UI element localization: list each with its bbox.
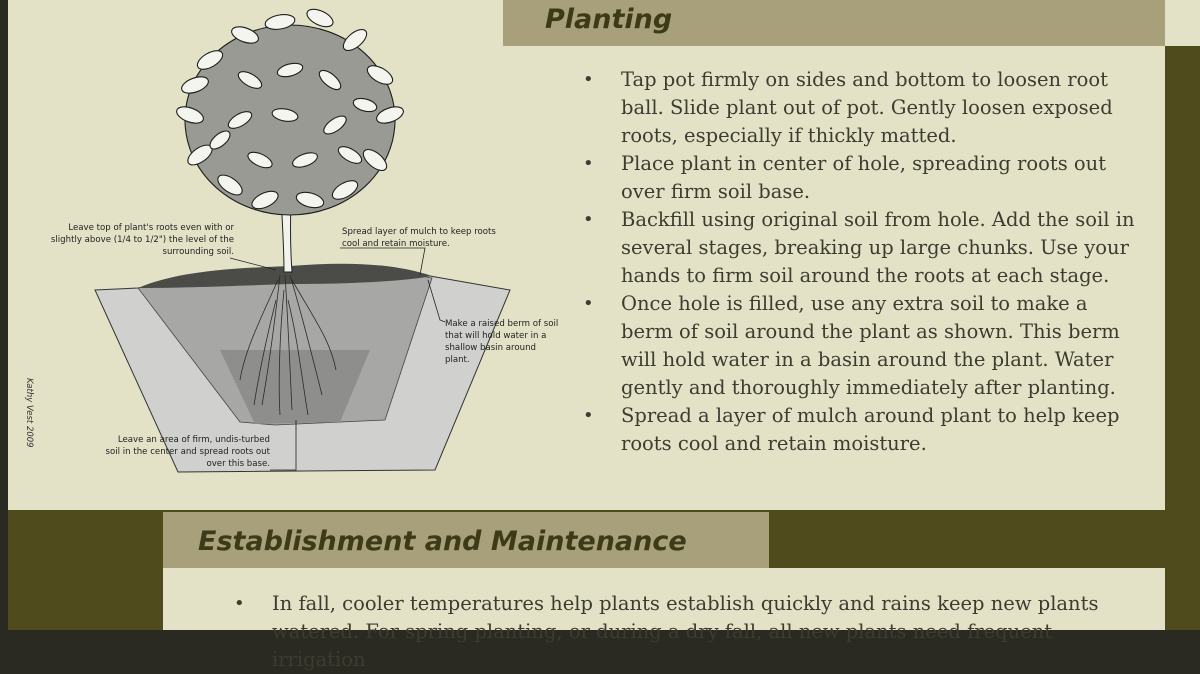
list-item (583, 150, 1143, 206)
planting-step-text: Backfill using original soil from hole. Add the soil in several stages, breaking up large chunks. Use your hands to firm soil around the roots at each stage. (621, 208, 1135, 287)
bullet-icon: • (583, 153, 594, 174)
planting-step-text: Place plant in center of hole, spreading roots out over firm soil base. (621, 152, 1107, 203)
bullet-icon: • (583, 209, 594, 230)
maintenance-steps-list (234, 590, 1144, 674)
planting-heading: Planting (503, 0, 1165, 46)
label-mulch: Spread layer of mulch to keep roots cool and retain moisture. (342, 227, 496, 249)
list-item (583, 290, 1143, 402)
bullet-icon: • (583, 405, 594, 426)
list-item (583, 66, 1143, 150)
list-item (583, 402, 1143, 458)
planting-steps-list (583, 66, 1143, 458)
label-berm: Make a raised berm of soil that will hold water in a shallow basin around plant. (445, 319, 559, 365)
bullet-icon: • (583, 69, 594, 90)
planting-step-text: Tap pot firmly on sides and bottom to loosen root ball. Slide plant out of pot. Gently loosen exposed roots, especially if thickly matted. (621, 68, 1113, 147)
label-roots-level: Leave top of plant's roots even with or slightly above (1/4 to 1/2") the level of the surrounding soil. (50, 223, 234, 257)
planting-step-text: Spread a layer of mulch around plant to help keep roots cool and retain moisture. (621, 404, 1120, 455)
bullet-icon: • (234, 593, 245, 614)
right-decorative-band (1165, 46, 1200, 630)
illustration-credit: Kathy Vest 2009 (24, 378, 34, 448)
bullet-icon: • (583, 293, 594, 314)
planting-illustration (40, 0, 560, 490)
planting-step-text: Once hole is filled, use any extra soil to make a berm of soil around the plant as shown. This berm will hold water in a basin around the plant. Water gently and thoroughly immediately after planting. (621, 292, 1120, 399)
label-firm-soil: Leave an area of firm, undis-turbed soil in the center and spread roots out over this base. (105, 435, 270, 469)
list-item (583, 206, 1143, 290)
maintenance-step-text: In fall, cooler temperatures help plants establish quickly and rains keep new plants watered. For spring planting, or during a dry fall, all new plants need frequent irrigation (272, 592, 1099, 671)
list-item (234, 590, 1144, 674)
establishment-heading: Establishment and Maintenance (163, 512, 769, 568)
